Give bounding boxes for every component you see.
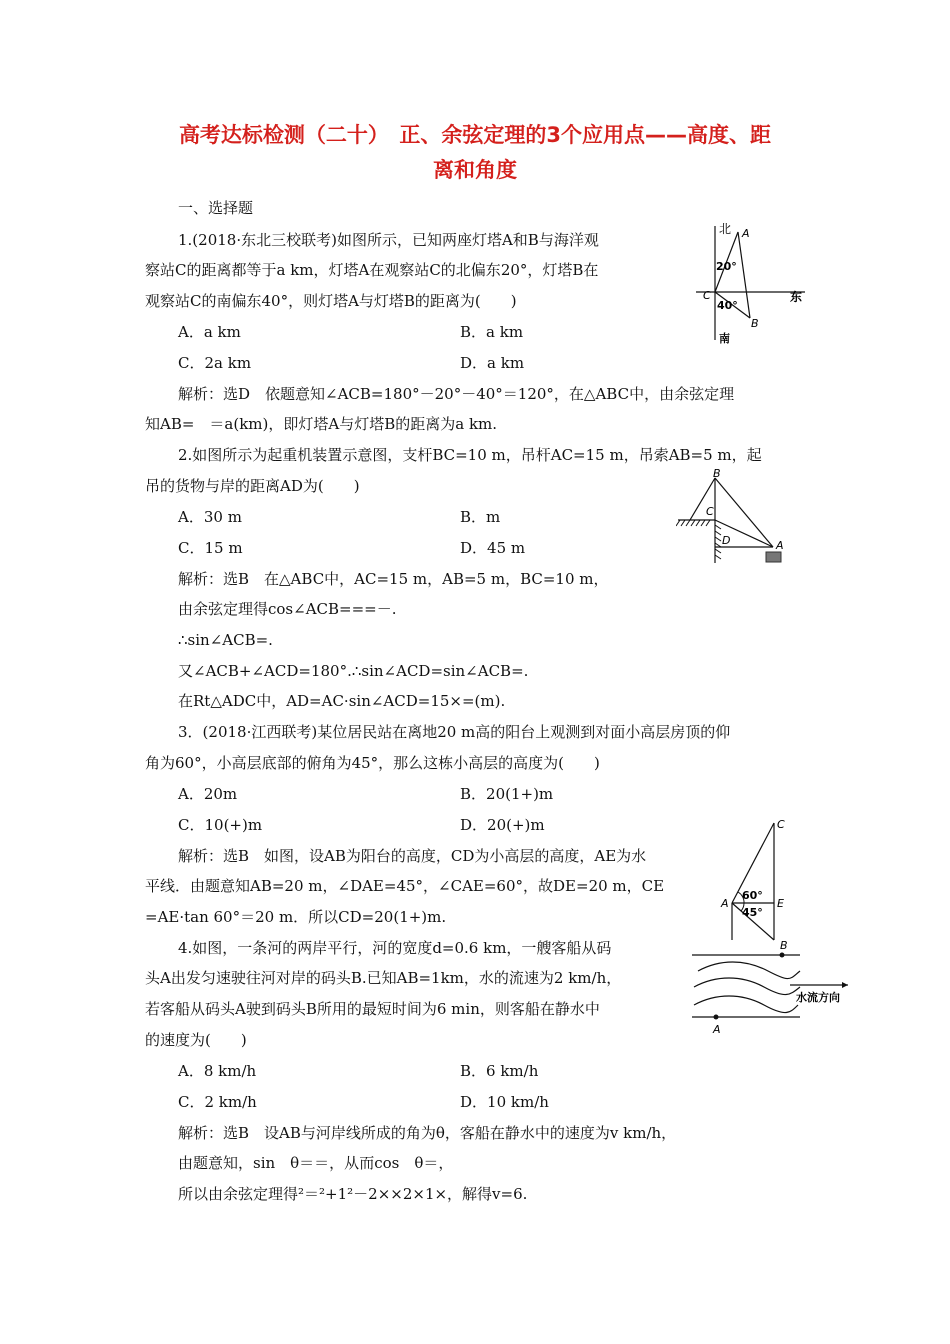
- q3-figure: [716, 815, 796, 945]
- q1-fig-north: 北: [719, 222, 732, 236]
- q2-option-c: C．15 m: [178, 539, 243, 557]
- q1-fig-a: A: [742, 227, 750, 240]
- q2-solution-2: 由余弦定理得cos∠ACB===－.: [178, 600, 397, 618]
- q2-solution-4: 又∠ACB+∠ACD=180°.∴sin∠ACD=sin∠ACB=.: [178, 662, 529, 680]
- q3-option-c: C．10(+)m: [178, 816, 263, 834]
- q4-line-1: 4.如图，一条河的两岸平行，河的宽度d=0.6 km，一艘客船从码: [178, 939, 612, 957]
- q3-option-d: D．20(+)m: [460, 816, 545, 834]
- q1-line-1: 1.(2018·东北三校联考)如图所示，已知两座灯塔A和B与海洋观: [178, 231, 599, 249]
- q4-line-3: 若客船从码头A驶到码头B所用的最短时间为6 min，则客船在静水中: [145, 1000, 600, 1018]
- q2-option-b: B．m: [460, 508, 501, 526]
- q3-line-1: 3．(2018·江西联考)某位居民站在离地20 m高的阳台上观测到对面小高层房顶的仰: [178, 723, 731, 741]
- q1-fig-angle-20: 20°: [716, 260, 737, 273]
- q2-fig-b: B: [713, 467, 721, 480]
- q4-option-d: D．10 km/h: [460, 1093, 549, 1111]
- q2-solution-1: 解析：选B 在△ABC中，AC=15 m，AB=5 m，BC=10 m，: [178, 570, 609, 588]
- q2-option-a: A．30 m: [178, 508, 242, 526]
- q4-solution-1: 解析：选B 设AB与河岸线所成的角为θ，客船在静水中的速度为v km/h，: [178, 1124, 677, 1142]
- q3-fig-a: A: [721, 897, 729, 910]
- q4-option-c: C．2 km/h: [178, 1093, 257, 1111]
- q4-line-4: 的速度为( ): [145, 1031, 247, 1049]
- q1-fig-south: 南: [719, 332, 730, 345]
- q1-fig-b: B: [751, 317, 759, 330]
- q2-option-d: D．45 m: [460, 539, 526, 557]
- q2-solution-3: ∴sin∠ACB=.: [178, 631, 273, 649]
- q3-option-a: A．20m: [178, 785, 238, 803]
- q1-solution-2: 知AB= ＝a(km)，即灯塔A与灯塔B的距离为a km.: [145, 415, 498, 433]
- q2-figure: [676, 465, 796, 570]
- q2-fig-d: D: [722, 534, 731, 547]
- q2-solution-5: 在Rt△ADC中，AD=AC·sin∠ACD=15×=(m).: [178, 692, 506, 710]
- title-line-1: 高考达标检测（二十） 正、余弦定理的3个应用点——高度、距: [178, 123, 772, 147]
- q4-option-a: A．8 km/h: [178, 1062, 257, 1080]
- q1-option-d: D．a km: [460, 354, 525, 372]
- q4-fig-a: A: [713, 1023, 721, 1036]
- q1-option-a: A．a km: [178, 323, 241, 341]
- q1-line-3: 观察站C的南偏东40°，则灯塔A与灯塔B的距离为( ): [145, 292, 517, 310]
- title-line-2: 离和角度: [433, 158, 517, 182]
- q3-solution-3: =AE·tan 60°＝20 m．所以CD=20(1+)m.: [145, 908, 447, 926]
- q1-fig-c: C: [703, 289, 711, 302]
- q1-option-b: B．a km: [460, 323, 524, 341]
- q4-fig-b: B: [780, 939, 788, 952]
- q1-line-2: 察站C的距离都等于a km，灯塔A在观察站C的北偏东20°，灯塔B在: [145, 261, 599, 279]
- q2-fig-a: A: [776, 539, 784, 552]
- q4-line-2: 头A出发匀速驶往河对岸的码头B.已知AB=1km，水的流速为2 km/h，: [145, 969, 622, 987]
- q1-solution-1: 解析：选D 依题意知∠ACB=180°－20°－40°＝120°，在△ABC中，由余弦定理: [178, 385, 735, 403]
- q2-line-2: 吊的货物与岸的距离AD为( ): [145, 477, 360, 495]
- q4-figure: [690, 935, 860, 1040]
- q3-line-2: 角为60°，小高层底部的俯角为45°，那么这栋小高层的高度为( ): [145, 754, 600, 772]
- q3-fig-angle-45: 45°: [742, 906, 763, 919]
- q3-solution-1: 解析：选B 如图，设AB为阳台的高度，CD为小高层的高度，AE为水: [178, 847, 647, 865]
- q3-option-b: B．20(1+)m: [460, 785, 554, 803]
- q1-option-c: C．2a km: [178, 354, 252, 372]
- q4-solution-2: 由题意知，sin θ＝＝，从而cos θ＝，: [178, 1154, 454, 1172]
- q1-fig-east: 东: [790, 290, 803, 304]
- q4-solution-3: 所以由余弦定理得²＝²+1²－2××2×1×，解得v=6.: [178, 1185, 528, 1203]
- q3-solution-2: 平线．由题意知AB=20 m，∠DAE=45°，∠CAE=60°，故DE=20 m，CE: [145, 877, 665, 895]
- q3-fig-e: E: [777, 897, 784, 910]
- q4-fig-flow-label: 水流方向: [796, 991, 840, 1004]
- page-title: [0, 118, 950, 188]
- q3-fig-c: C: [777, 818, 785, 831]
- q2-fig-c: C: [706, 505, 714, 518]
- q3-fig-angle-60: 60°: [742, 889, 763, 902]
- q2-line-1: 2.如图所示为起重机装置示意图，支杆BC=10 m，吊杆AC=15 m，吊索AB=5 m，起: [178, 446, 762, 464]
- q1-figure: [690, 220, 820, 350]
- q4-option-b: B．6 km/h: [460, 1062, 539, 1080]
- section-heading: 一、选择题: [178, 199, 254, 217]
- q1-fig-angle-40: 40°: [717, 299, 738, 312]
